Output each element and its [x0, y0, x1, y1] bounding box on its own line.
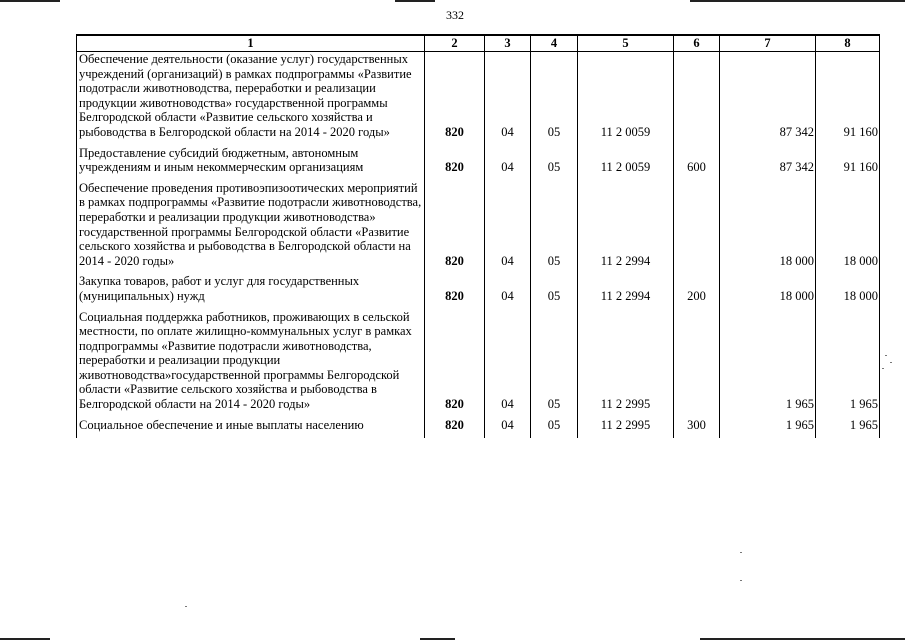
header-cell: 7 — [720, 35, 816, 52]
section-code: 04 — [485, 274, 531, 309]
header-cell: 4 — [531, 35, 578, 52]
subsection-code: 05 — [531, 181, 578, 275]
admin-code: 820 — [425, 418, 485, 439]
header-cell: 6 — [674, 35, 720, 52]
amount-col8: 1 965 — [816, 310, 880, 418]
subsection-code: 05 — [531, 52, 578, 146]
table-row — [77, 418, 880, 439]
expense-type — [674, 310, 720, 418]
amount-col8: 18 000 — [816, 274, 880, 309]
row-description: Обеспечение деятельности (оказание услуг) государственных учреждений (организаций) в рамках подпрограммы «Развитие подотрасли животноводства, переработки и реализации продукции животноводства» государственной программы Белгородской области «Развитие сельского хозяйства и рыбоводства в Белгородской области на 2014 - 2020 годы» — [77, 52, 425, 146]
row-description: Социальная поддержка работников, проживающих в сельской местности, по оплате жилищно-коммунальных услуг в рамках подпрограммы «Развитие подотрасли животноводства, переработки и реализации продукции животноводства»государственной программы Белгородской области «Развитие сельского хозяйства и рыбоводства в Белгородской области на 2014 - 2020 годы» — [77, 310, 425, 418]
admin-code: 820 — [425, 310, 485, 418]
amount-col7: 18 000 — [720, 181, 816, 275]
top-edge-line-right — [690, 0, 905, 2]
scan-speck — [185, 606, 187, 607]
page-number: 332 — [446, 8, 464, 22]
table-row — [77, 181, 880, 275]
expense-type: 300 — [674, 418, 720, 439]
row-description: Социальное обеспечение и иные выплаты населению — [77, 418, 425, 439]
amount-col8: 18 000 — [816, 181, 880, 275]
header-cell: 8 — [816, 35, 880, 52]
table-row — [77, 146, 880, 181]
section-code: 04 — [485, 418, 531, 439]
amount-col7: 87 342 — [720, 52, 816, 146]
target-article: 11 2 0059 — [578, 52, 674, 146]
header-cell: 2 — [425, 35, 485, 52]
budget-table — [76, 34, 880, 438]
admin-code: 820 — [425, 52, 485, 146]
admin-code: 820 — [425, 146, 485, 181]
header-cell: 5 — [578, 35, 674, 52]
scan-speck — [882, 368, 884, 369]
expense-type — [674, 52, 720, 146]
expense-type: 600 — [674, 146, 720, 181]
top-edge-line-mid — [395, 0, 435, 2]
section-code: 04 — [485, 181, 531, 275]
admin-code: 820 — [425, 274, 485, 309]
target-article: 11 2 2995 — [578, 418, 674, 439]
target-article: 11 2 2995 — [578, 310, 674, 418]
amount-col8: 91 160 — [816, 52, 880, 146]
amount-col7: 87 342 — [720, 146, 816, 181]
section-code: 04 — [485, 52, 531, 146]
amount-col7: 1 965 — [720, 418, 816, 439]
amount-col7: 18 000 — [720, 274, 816, 309]
row-description: Обеспечение проведения противоэпизоотических мероприятий в рамках подпрограммы «Развитие подотрасли животноводства, переработки и реализации продукции животноводства» государственной программы Белгородской области «Развитие сельского хозяйства и рыбоводства в Белгородской области на 2014 - 2020 годы» — [77, 181, 425, 275]
amount-col8: 91 160 — [816, 146, 880, 181]
scan-speck — [890, 362, 892, 363]
table-row — [77, 310, 880, 418]
table-row — [77, 52, 880, 146]
top-edge-line-left — [0, 0, 60, 2]
expense-type: 200 — [674, 274, 720, 309]
section-code: 04 — [485, 146, 531, 181]
table-row — [77, 274, 880, 309]
target-article: 11 2 2994 — [578, 274, 674, 309]
header-cell: 1 — [77, 35, 425, 52]
amount-col8: 1 965 — [816, 418, 880, 439]
scan-speck — [740, 580, 742, 581]
header-cell: 3 — [485, 35, 531, 52]
scan-speck — [885, 355, 887, 356]
target-article: 11 2 0059 — [578, 146, 674, 181]
expense-type — [674, 181, 720, 275]
row-description: Закупка товаров, работ и услуг для государственных (муниципальных) нужд — [77, 274, 425, 309]
scan-speck — [740, 552, 742, 553]
admin-code: 820 — [425, 181, 485, 275]
subsection-code: 05 — [531, 418, 578, 439]
target-article: 11 2 2994 — [578, 181, 674, 275]
subsection-code: 05 — [531, 146, 578, 181]
subsection-code: 05 — [531, 274, 578, 309]
subsection-code: 05 — [531, 310, 578, 418]
header-row — [77, 35, 880, 52]
row-description: Предоставление субсидий бюджетным, автономным учреждениям и иным некоммерческим организациям — [77, 146, 425, 181]
section-code: 04 — [485, 310, 531, 418]
amount-col7: 1 965 — [720, 310, 816, 418]
